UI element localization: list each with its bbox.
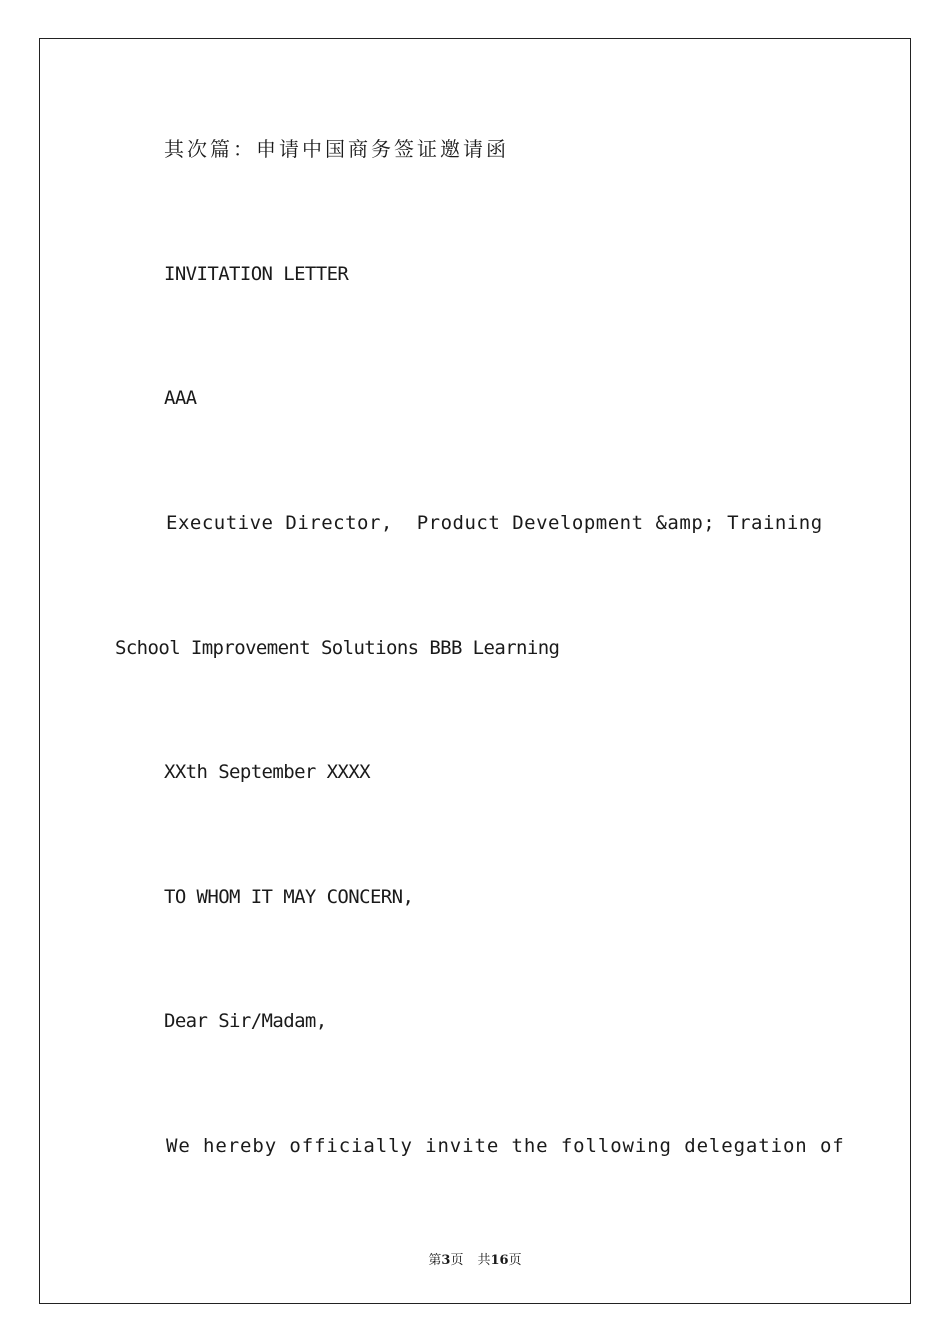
letter-date: XXth September XXXX: [164, 761, 370, 783]
page-number: 3: [441, 1253, 451, 1268]
recipient-name: AAA: [164, 387, 197, 409]
total-pages: 16: [490, 1253, 509, 1268]
letter-title: INVITATION LETTER: [164, 263, 349, 285]
body-paragraph-start: We hereby officially invite the following delegation of: [166, 1135, 845, 1157]
addressee-line: TO WHOM IT MAY CONCERN,: [164, 886, 414, 908]
recipient-organization: School Improvement Solutions BBB Learning: [115, 637, 560, 659]
page-footer: [0, 1249, 950, 1268]
page-suffix: 页: [450, 1253, 464, 1268]
section-heading: 其次篇：申请中国商务签证邀请函: [164, 137, 509, 161]
page-border: [39, 38, 911, 1304]
page-prefix: 第: [428, 1253, 442, 1268]
recipient-position: Executive Director, Product Development &amp; Training: [166, 512, 823, 534]
total-prefix: 共: [477, 1253, 491, 1268]
salutation: Dear Sir/Madam,: [164, 1010, 327, 1032]
total-suffix: 页: [508, 1253, 522, 1268]
